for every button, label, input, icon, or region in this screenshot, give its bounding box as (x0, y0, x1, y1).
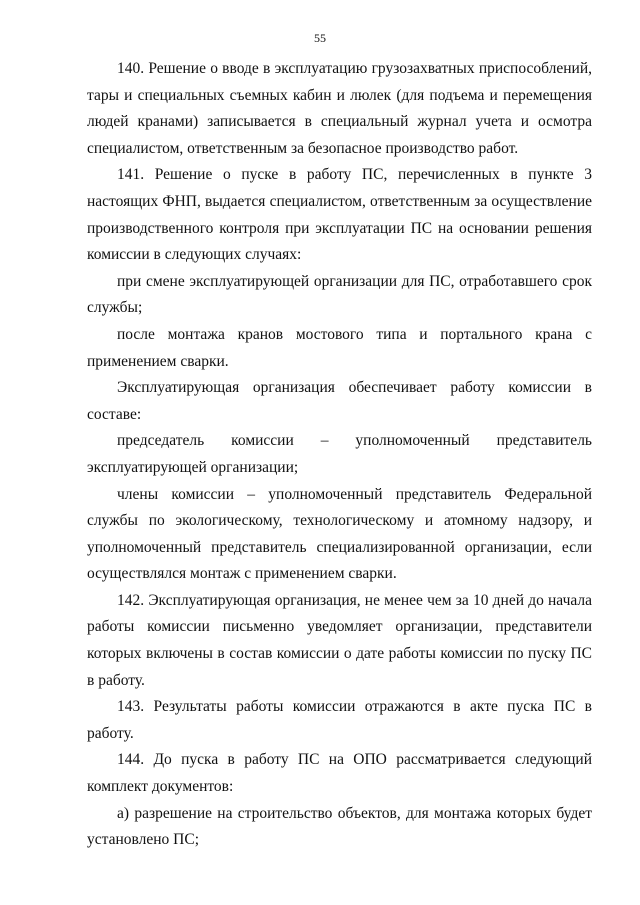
paragraph-commission-composition: Эксплуатирующая организация обеспечивает работу комиссии в составе: (87, 379, 592, 423)
page-number: 55 (314, 31, 326, 45)
paragraph-141-case-2: после монтажа кранов мостового типа и портального крана с применением сварки. (87, 325, 592, 370)
paragraph-commission-members: члены комиссии – уполномоченный представитель Федеральной службы по экологическому, технологическому и атомному надзору, и уполномоченный представитель специализированной организации, если осуществлялся монтаж с применением сварки. (87, 485, 592, 583)
paragraph-140: 140. Решение о вводе в эксплуатацию грузозахватных приспособлений, тары и специальных съемных кабин и люлек (для подъема и перемещения людей кранами) записывается в специальный журнал учета и осмотра специалистом, ответственным за безопасное производство работ. (87, 60, 592, 157)
document-body (87, 56, 592, 854)
paragraph-144: 144. До пуска в работу ПС на ОПО рассматривается следующий комплект документов: (87, 751, 592, 796)
paragraph-143: 143. Результаты работы комиссии отражаются в акте пуска ПС в работу. (87, 698, 592, 742)
paragraph-commission-chair: председатель комиссии – уполномоченный представитель эксплуатирующей организации; (87, 432, 592, 476)
paragraph-141: 141. Решение о пуске в работу ПС, перечисленных в пункте 3 настоящих ФНП, выдается специалистом, ответственным за осуществление производственного контроля при эксплуатации ПС на основании решения комиссии в следующих случаях: (87, 166, 592, 264)
paragraph-141-case-1: при смене эксплуатирующей организации для ПС, отработавшего срок службы; (87, 272, 592, 317)
paragraph-142: 142. Эксплуатирующая организация, не менее чем за 10 дней до начала работы комиссии письменно уведомляет организации, представители которых включены в состав комиссии о дате работы комиссии по пуску ПС в работу. (87, 591, 592, 689)
paragraph-144-item-a: а) разрешение на строительство объектов, для монтажа которых будет установлено ПС; (87, 804, 592, 849)
